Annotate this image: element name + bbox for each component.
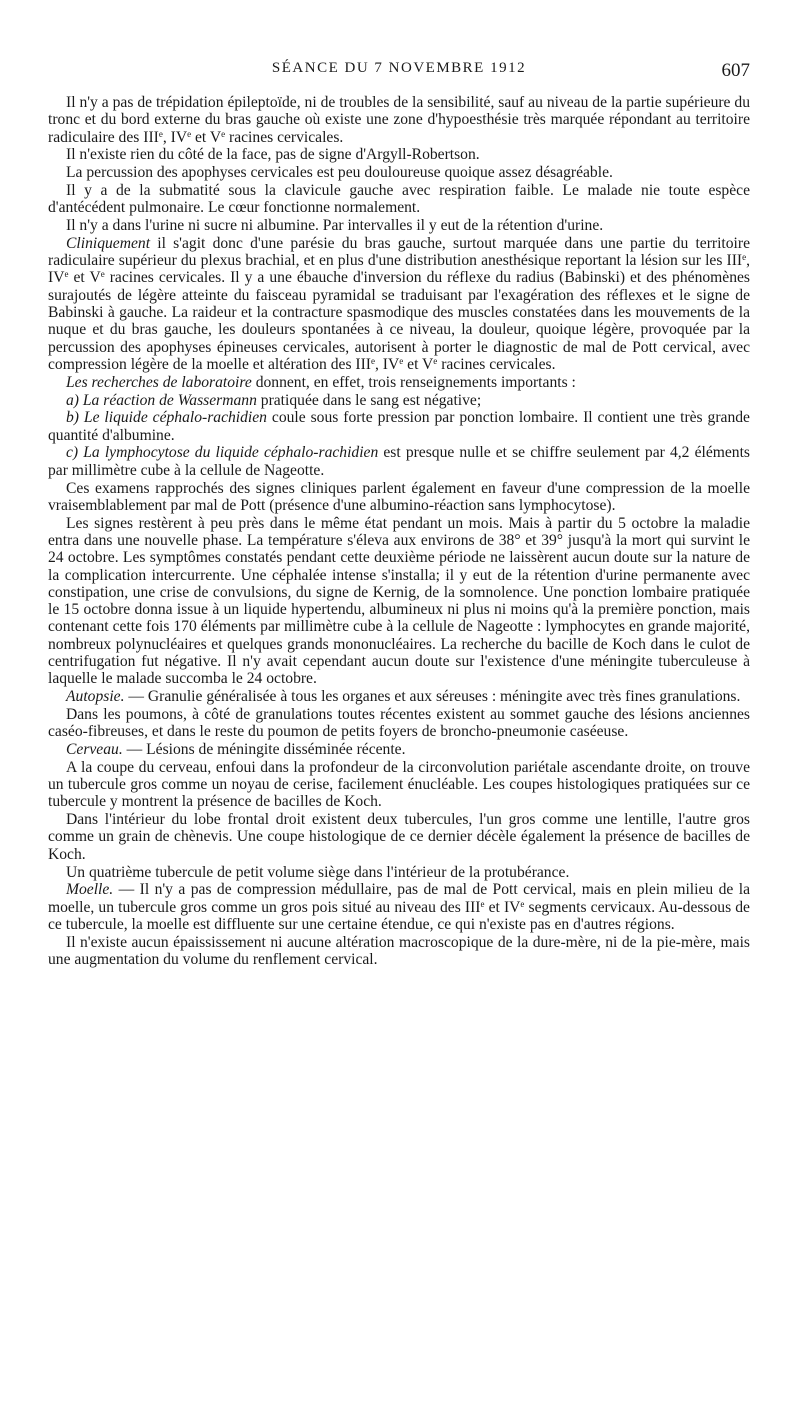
paragraph	[48, 392, 750, 409]
paragraph	[48, 480, 750, 515]
paragraph-text: Il n'y a dans l'urine ni sucre ni albumine. Par intervalles il y eut de la rétention d'urine.	[66, 217, 604, 235]
paragraph	[48, 515, 750, 688]
paragraph-lead: Moelle.	[66, 881, 114, 899]
paragraph-lead: c) La lymphocytose du liquide céphalo-rachidien	[66, 444, 379, 462]
paragraph-text: Ces examens rapprochés des signes cliniques parlent également en faveur d'une compression de la moelle vraisemblablement par mal de Pott (présence d'une albumino-réaction sans lymphocytose).	[48, 479, 750, 514]
paragraph	[48, 741, 750, 758]
paragraph-text: il s'agit donc d'une parésie du bras gauche, surtout marquée dans une partie du territoire radiculaire supérieur du plexus brachial, et en plus d'une distribution anesthésique reportant la lésion sur les IIIe, IVe et Ve racines cervicales. Il y a une ébauche d'inversion du réflexe du radius (Babinski) et des phénomènes surajoutés de légère atteinte du faisceau pyramidal se traduisant par l'exagération des réflexes et le signe de Babinski à gauche. La raideur et la contracture spasmodique des muscles constatées dans les mouvements de la nuque et du bras gauche, les douleurs spontanées à ce niveau, la douleur, quoique légère, provoquée par la percussion des apophyses épineuses cervicales, autorisent à porter le diagnostic de mal de Pott cervical, avec compression légère de la moelle et altération des IIIe, IVe et Ve racines cervicales.	[48, 234, 750, 373]
paragraph	[48, 688, 750, 705]
paragraph-text: — Il n'y a pas de compression médullaire, pas de mal de Pott cervical, mais en plein milieu de la moelle, un tubercule gros comme un gros pois situé au niveau des IIIe et IVe segments cervicaux. Au-dessous de ce tubercule, la moelle est diffluente sur une certaine étendue, ce qui n'existe pas en d'autres régions.	[48, 881, 750, 933]
paragraph-text: coule sous forte pression par ponction lombaire. Il contient une très grande quantité d'albumine.	[48, 409, 750, 444]
paragraph	[48, 864, 750, 881]
running-title: SÉANCE DU 7 NOVEMBRE 1912	[271, 60, 527, 76]
paragraph	[48, 934, 750, 969]
paragraph-text: pratiquée dans le sang est négative;	[256, 391, 482, 409]
paragraph-text: Il n'existe rien du côté de la face, pas de signe d'Argyll-Robertson.	[66, 146, 480, 164]
paragraph	[48, 759, 750, 811]
paragraph-text: La percussion des apophyses cervicales est peu douloureuse quoique assez désagréable.	[66, 164, 613, 182]
paragraph-text: Il n'existe aucun épaississement ni aucune altération macroscopique de la dure-mère, ni de la pie-mère, mais une augmentation du volume du renflement cervical.	[48, 933, 750, 969]
paragraph-text: — Granulie généralisée à tous les organes et aux séreuses : méningite avec très fines granulations.	[124, 688, 741, 706]
paragraph-text: Dans l'intérieur du lobe frontal droit existent deux tubercules, l'un gros comme une lentille, l'autre gros comme un grain de chènevis. Une coupe histologique de ce dernier décèle également la présence de bacilles de Koch.	[48, 811, 750, 863]
paragraph	[48, 444, 750, 479]
paragraph-lead: Cliniquement	[66, 234, 151, 252]
paragraph	[48, 164, 750, 181]
paragraph	[48, 706, 750, 741]
article-body	[48, 94, 750, 968]
page-number: 607	[721, 60, 750, 81]
paragraph-lead: Les recherches de laboratoire	[66, 373, 252, 391]
paragraph	[48, 182, 750, 217]
paragraph-lead: b) Le liquide céphalo-rachidien	[66, 409, 267, 427]
paragraph-lead: Cerveau.	[66, 740, 123, 758]
paragraph	[48, 235, 750, 373]
paragraph-text: Il n'y a pas de trépidation épileptoïde, ni de troubles de la sensibilité, sauf au niveau de la partie supérieure du tronc et du bord externe du bras gauche où existe une zone d'hypoesthésie très marquée répondant au territoire radiculaire des IIIe, IVe et Ve racines cervicales.	[48, 94, 750, 146]
paragraph-text: — Lésions de méningite disséminée récente.	[122, 740, 406, 758]
paragraph	[48, 374, 750, 391]
paragraph	[48, 881, 750, 933]
paragraph-lead: a) La réaction de Wassermann	[66, 391, 257, 409]
paragraph	[48, 94, 750, 146]
paragraph-text: A la coupe du cerveau, enfoui dans la profondeur de la circonvolution pariétale ascendante droite, on trouve un tubercule gros comme un noyau de cerise, facilement énucléable. Les coupes histologiques pratiquées sur ce tubercule y montrent la présence de bacilles de Koch.	[48, 758, 750, 811]
paragraph-text: Dans les poumons, à côté de granulations toutes récentes existent au sommet gauche des lésions anciennes caséo-fibreuses, et dans le reste du poumon de petits foyers de broncho-pneumonie caséeuse.	[48, 705, 750, 741]
paragraph	[48, 217, 750, 234]
paragraph-text: est presque nulle et se chiffre seulement par 4,2 éléments par millimètre cube à la cellule de Nageotte.	[48, 444, 750, 479]
paragraph-text: Les signes restèrent à peu près dans le même état pendant un mois. Mais à partir du 5 octobre la maladie entra dans une nouvelle phase. La température s'éleva aux environs de 38° et 39° jusqu'à la mort qui survint le 24 octobre. Les symptômes constatés pendant cette deuxième période ne laissèrent aucun doute sur la nature de la complication intercurrente. Une céphalée intense s'installa; il y eut de la rétention d'urine permanente avec constipation, une crise de convulsions, du signe de Kernig, de la somnolence. Une ponction lombaire pratiquée le 15 octobre donna issue à un liquide hypertendu, albumineux ni plus ni moins qu'à la première ponction, mais contenant cette fois 170 éléments par millimètre cube à la cellule de Nageotte : lymphocytes en grande majorité, nombreux polynucléaires et quelques grands mononucléaires. La recherche du bacille de Koch dans le culot de centrifugation fut négative. Il n'y avait cependant aucun doute sur l'existence d'une méningite tuberculeuse à laquelle le malade succomba le 24 octobre.	[48, 514, 750, 688]
paragraph	[48, 811, 750, 863]
paragraph	[48, 409, 750, 444]
paragraph-text: Un quatrième tubercule de petit volume siège dans l'intérieur de la protubérance.	[66, 863, 570, 881]
paragraph-text: Il y a de la submatité sous la clavicule gauche avec respiration faible. Le malade nie toute espèce d'antécédent pulmonaire. Le cœur fonctionne normalement.	[48, 181, 750, 217]
paragraph	[48, 146, 750, 163]
paragraph-text: donnent, en effet, trois renseignements importants :	[251, 373, 576, 391]
running-header	[48, 60, 750, 88]
paragraph-lead: Autopsie.	[66, 688, 125, 706]
